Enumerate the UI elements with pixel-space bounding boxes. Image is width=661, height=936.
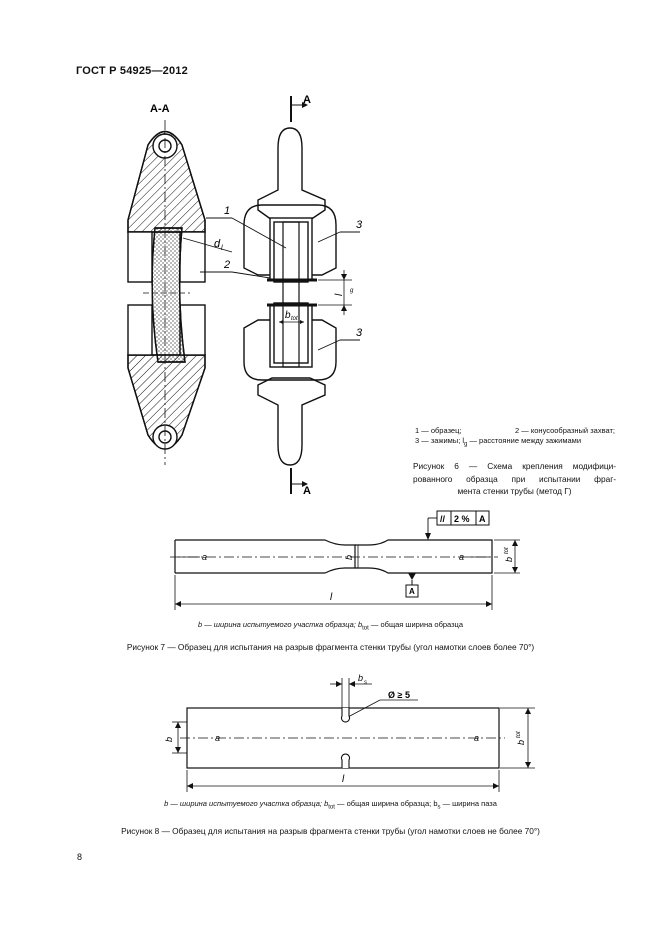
svg-text:А: А	[409, 587, 415, 596]
figure-7-caption: Рисунок 7 — Образец для испытания на разрыв фрагмента стенки трубы (угол намотки слоев более 70°)	[126, 642, 535, 652]
figure-8-note: b — ширина испытуемого участка образца; $b_{tot}$ — общая ширина образца; $b_s$ — ширина паза	[164, 799, 497, 811]
svg-text:3: 3	[356, 327, 363, 339]
svg-text:2: 2	[224, 259, 231, 271]
svg-text:А: А	[303, 94, 311, 106]
svg-text:l: l	[330, 592, 333, 603]
svg-text:b: b	[504, 556, 514, 562]
svg-text:2 %: 2 %	[454, 514, 470, 524]
legend-item-1: 1 — образец;	[415, 426, 462, 435]
svg-text:b: b	[516, 739, 526, 745]
section-view	[128, 120, 205, 465]
front-view	[244, 128, 336, 465]
svg-text:b: b	[358, 673, 364, 683]
standard-header: ГОСТ Р 54925—2012	[76, 65, 188, 77]
figure-6-caption: Рисунок 6 — Схема крепления модифици- рованного образца при испытании фраг- мента стенки трубы (метод Г)	[413, 461, 616, 496]
section-cut-marks	[291, 94, 311, 497]
svg-text:s: s	[364, 680, 367, 686]
figure-8-caption: Рисунок 8 — Образец для испытания на разрыв фрагмента стенки трубы (угол намотки слоев не более 70°)	[121, 826, 540, 836]
svg-text:l: l	[221, 245, 223, 252]
figure-7-drawing	[0, 500, 661, 620]
svg-text:1: 1	[224, 205, 231, 217]
tolerance-frame	[425, 511, 489, 540]
svg-text://: //	[440, 514, 446, 524]
svg-text:l: l	[334, 293, 345, 296]
svg-text:Ø ≥ 5: Ø ≥ 5	[388, 690, 410, 700]
svg-text:А: А	[479, 514, 486, 524]
svg-text:tot: tot	[504, 547, 510, 554]
specimen-7	[170, 540, 498, 573]
svg-text:А: А	[303, 485, 311, 497]
section-label: А-А	[150, 103, 170, 115]
page-number: 8	[77, 852, 83, 862]
svg-text:b: b	[285, 310, 291, 321]
figure-7-note: b — ширина испытуемого участка образца; $b_{tot}$ — общая ширина образца	[197, 620, 464, 632]
svg-text:d: d	[214, 238, 221, 250]
svg-text:tot: tot	[291, 316, 298, 322]
svg-text:a: a	[215, 733, 221, 743]
svg-text:b: b	[164, 736, 174, 742]
svg-text:g: g	[350, 288, 354, 294]
figure-8-drawing	[0, 668, 661, 798]
svg-text:b: b	[344, 554, 354, 560]
svg-text:a: a	[474, 733, 480, 743]
svg-text:a: a	[459, 552, 465, 562]
svg-text:tot: tot	[516, 731, 522, 738]
figure-6-legend	[415, 426, 615, 450]
legend-item-3: 3 — зажимы; $l_g$ — расстояние между зажимами	[415, 436, 582, 448]
svg-text:a: a	[202, 552, 208, 562]
svg-text:3: 3	[356, 219, 363, 231]
svg-text:l: l	[342, 774, 345, 785]
dimension-lg	[318, 270, 354, 315]
legend-item-2: 2 — конусообразный захват;	[515, 426, 615, 435]
